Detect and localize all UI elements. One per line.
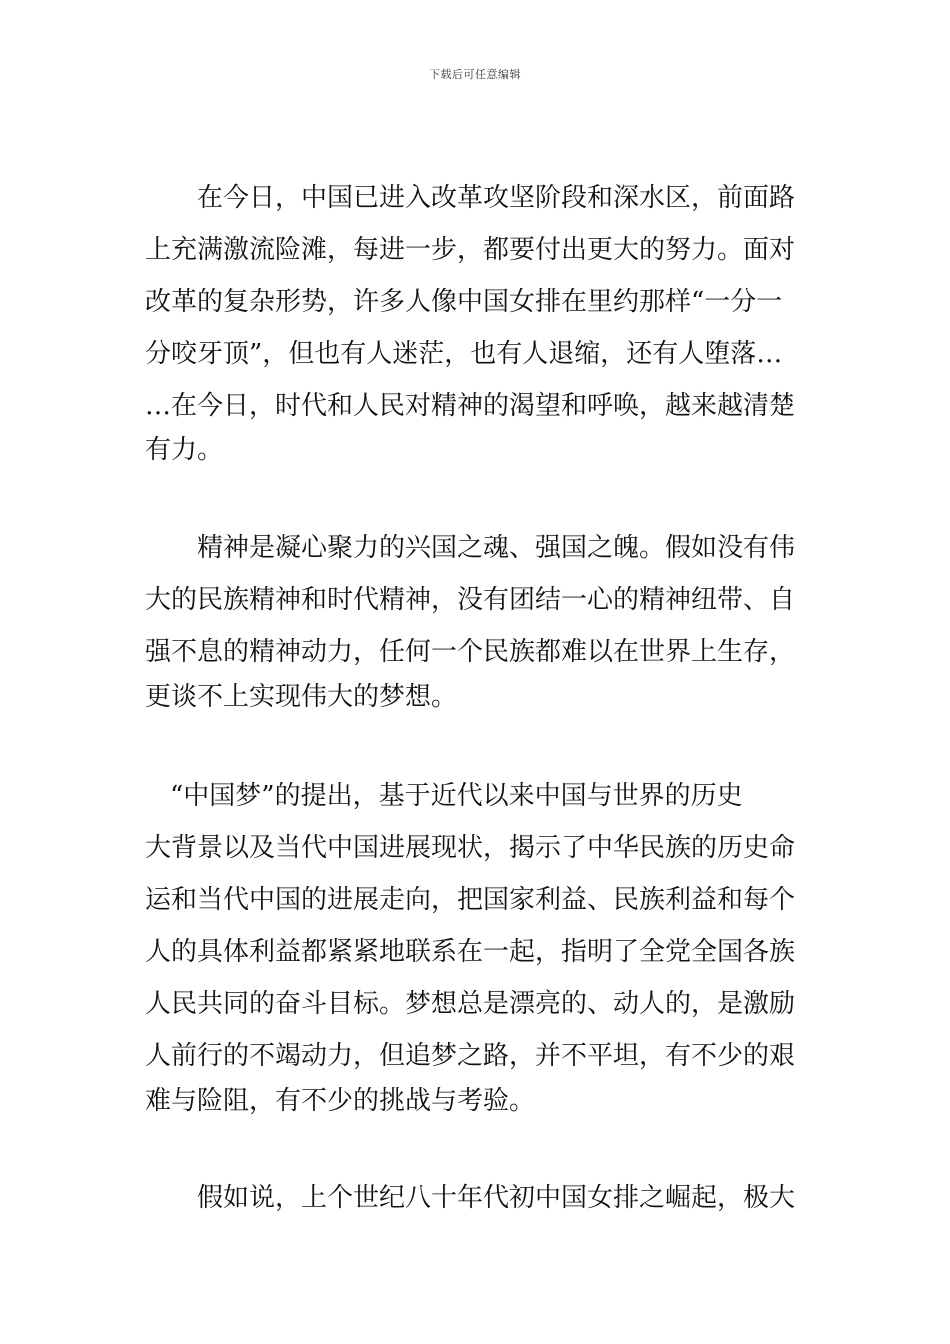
paragraph-line: 改革的复杂形势，许多人像中国女排在里约那样“一分一 xyxy=(145,287,783,317)
paragraph-line: 分咬牙顶”，但也有人迷茫，也有人退缩，还有人堕落… xyxy=(145,339,783,369)
paragraph-line: 人民共同的奋斗目标。梦想总是漂亮的、动人的，是激励 xyxy=(145,989,796,1019)
paragraph-line: 假如说，上个世纪八十年代初中国女排之崛起，极大 xyxy=(197,1183,796,1213)
paragraph-line: 更谈不上实现伟大的梦想。 xyxy=(145,682,458,712)
paragraph-line: 大背景以及当代中国进展现状，揭示了中华民族的历史命 xyxy=(145,833,796,863)
paragraph-line: 人前行的不竭动力，但追梦之路，并不平坦，有不少的艰 xyxy=(145,1041,796,1071)
paragraph-line: 精神是凝心聚力的兴国之魂、强国之魄。假如没有伟 xyxy=(197,533,796,563)
paragraph-line: 运和当代中国的进展走向，把国家利益、民族利益和每个 xyxy=(145,885,796,915)
paragraph-line: 难与险阻，有不少的挑战与考验。 xyxy=(145,1086,536,1116)
paragraph-line: “中国梦”的提出，基于近代以来中国与世界的历史 xyxy=(170,781,743,811)
paragraph-line: 上充满激流险滩，每进一步，都要付出更大的努力。面对 xyxy=(145,235,796,265)
paragraph-line: 人的具体利益都紧紧地联系在一起，指明了全党全国各族 xyxy=(145,937,796,967)
paragraph-line: …在今日，时代和人民对精神的渴望和呼唤，越来越清楚 xyxy=(145,391,796,421)
header-note: 下载后可任意编辑 xyxy=(429,68,521,81)
paragraph-line: 强不息的精神动力，任何一个民族都难以在世界上生存， xyxy=(145,637,796,667)
paragraph-line: 有力。 xyxy=(145,435,224,465)
paragraph-line: 在今日，中国已进入改革攻坚阶段和深水区，前面路 xyxy=(197,183,796,213)
paragraph-line: 大的民族精神和时代精神，没有团结一心的精神纽带、自 xyxy=(145,585,796,615)
